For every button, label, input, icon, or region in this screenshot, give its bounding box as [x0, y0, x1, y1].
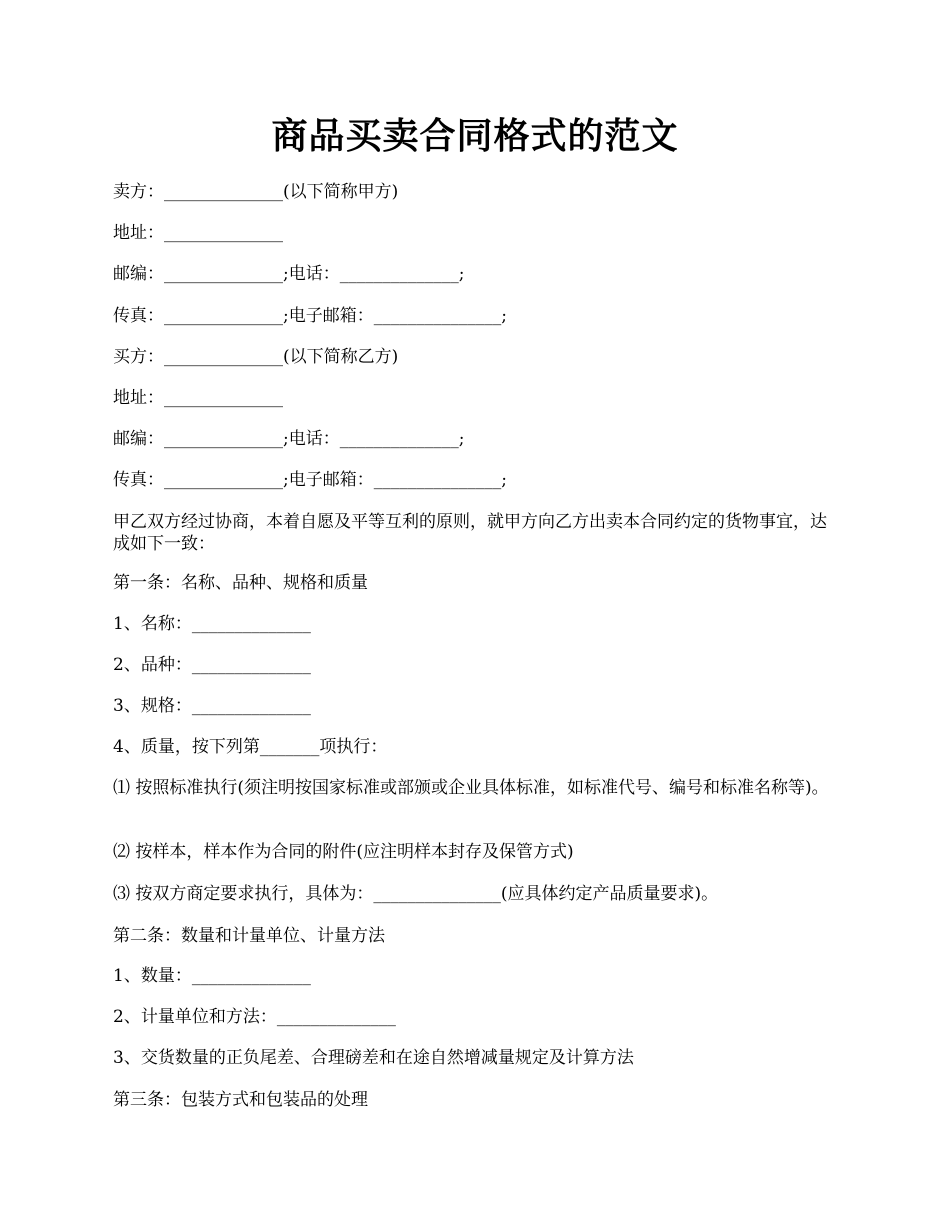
seller-line: 卖方：______________(以下简称甲方)	[113, 182, 399, 202]
quality-option-2: ⑵ 按样本，样本作为合同的附件(应注明样本封存及保管方式)	[113, 842, 574, 862]
item-variety-line: 2、品种：______________	[113, 655, 311, 675]
article-2-heading: 第二条：数量和计量单位、计量方法	[113, 926, 385, 946]
quantity-line: 1、数量：______________	[113, 966, 311, 986]
seller-postcode-phone-line: 邮编：______________;电话：______________;	[113, 264, 465, 284]
seller-fax-email-line: 传真：______________;电子邮箱：_______________;	[113, 306, 507, 326]
document-title: 商品买卖合同格式的范文	[271, 115, 679, 157]
buyer-line: 买方：______________(以下简称乙方)	[113, 347, 399, 367]
preamble-paragraph: 甲乙双方经过协商，本着自愿及平等互利的原则，就甲方向乙方出卖本合同约定的货物事宜，达成如下一致：	[113, 512, 827, 554]
unit-method-line: 2、计量单位和方法：______________	[113, 1007, 396, 1027]
buyer-fax-email-line: 传真：______________;电子邮箱：_______________;	[113, 470, 507, 490]
article-1-heading: 第一条：名称、品种、规格和质量	[113, 573, 368, 593]
item-quality-line: 4、质量，按下列第_______项执行：	[113, 737, 388, 757]
item-name-line: 1、名称：______________	[113, 614, 311, 634]
buyer-address-line: 地址：______________	[113, 388, 283, 408]
quality-option-3: ⑶ 按双方商定要求执行，具体为：_______________(应具体约定产品质量要求)。	[113, 884, 719, 904]
item-spec-line: 3、规格：______________	[113, 696, 311, 716]
tolerance-line: 3、交货数量的正负尾差、合理磅差和在途自然增减量规定及计算方法	[113, 1048, 634, 1068]
quality-option-1: ⑴ 按照标准执行(须注明按国家标准或部颁或企业具体标准，如标准代号、编号和标准名称等)。	[113, 778, 829, 798]
article-3-heading: 第三条：包装方式和包装品的处理	[113, 1090, 368, 1110]
buyer-postcode-phone-line: 邮编：______________;电话：______________;	[113, 429, 465, 449]
seller-address-line: 地址：______________	[113, 223, 283, 243]
